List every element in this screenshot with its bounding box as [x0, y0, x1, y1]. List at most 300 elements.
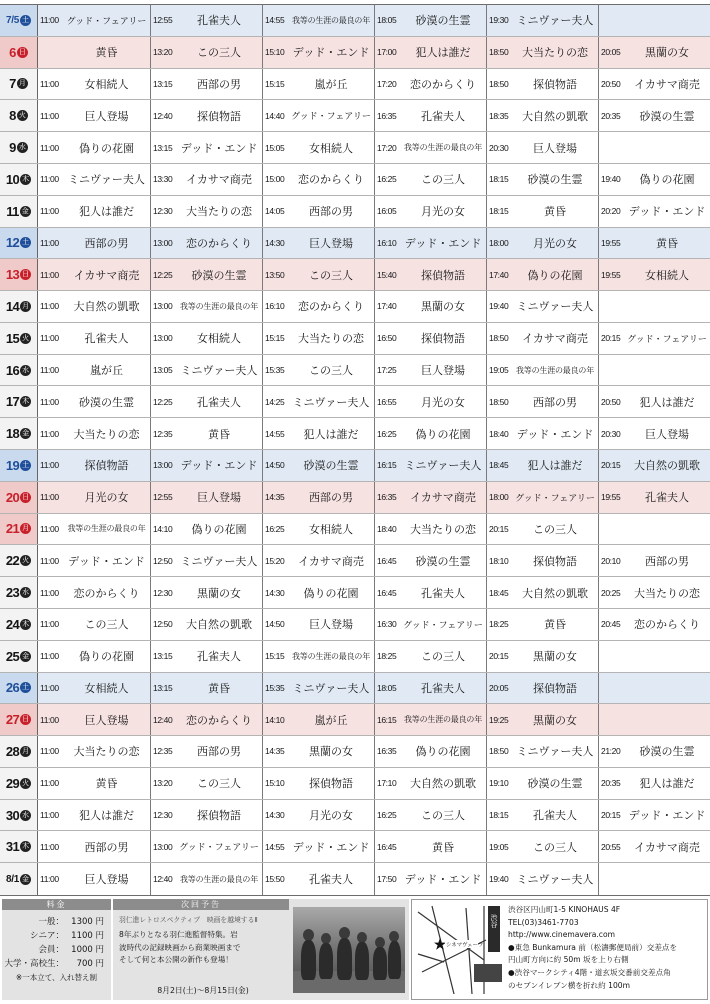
film-title: 黄昏 — [95, 777, 118, 791]
price-row — [2, 929, 111, 943]
screening-time: 14:35 — [265, 746, 285, 757]
schedule-row — [0, 704, 710, 736]
screening-slot — [262, 100, 374, 131]
film-title: 西部の男 — [84, 840, 129, 854]
film-title: イカサマ商売 — [634, 840, 700, 854]
screening-time: 16:25 — [377, 810, 397, 821]
screening-slot — [598, 831, 710, 862]
film-title: ミニヴァー夫人 — [292, 681, 370, 695]
screening-time: 12:55 — [153, 15, 173, 26]
screening-time: 11:00 — [40, 523, 59, 534]
film-title: 黒蘭の女 — [533, 713, 577, 727]
film-title: グッド・フェアリー — [66, 16, 147, 27]
screening-time: 11:00 — [40, 206, 59, 217]
screening-time: 15:15 — [265, 333, 285, 344]
screening-time: 11:00 — [40, 15, 59, 26]
screening-slot — [486, 5, 598, 36]
screening-time: 13:00 — [153, 460, 173, 471]
screening-time: 18:00 — [489, 492, 509, 503]
date-number: 28 — [5, 743, 20, 759]
film-title: グッド・フェアリー — [403, 620, 483, 631]
screening-slot — [374, 37, 486, 68]
date-cell — [0, 673, 38, 704]
film-title: 黒蘭の女 — [645, 46, 689, 60]
screening-time: 20:05 — [489, 682, 509, 693]
date-cell — [0, 100, 38, 131]
screening-slot — [486, 514, 598, 545]
schedule-row — [0, 100, 710, 132]
film-title: 孔雀夫人 — [197, 395, 241, 409]
day-of-week-badge: 水 — [22, 365, 30, 374]
screening-slot — [486, 704, 598, 735]
screening-slot — [374, 100, 486, 131]
screening-slot — [262, 228, 374, 259]
screening-slot — [150, 196, 262, 227]
film-title: 大自然の凱歌 — [73, 300, 140, 314]
screening-time: 11:00 — [40, 874, 59, 885]
film-title: 巨人登場 — [84, 713, 129, 727]
screening-time: 11:00 — [40, 460, 59, 471]
screening-slot — [38, 259, 150, 290]
description-line: 波時代の記録映画から商業映画まで — [119, 942, 241, 952]
screening-time: 21:20 — [601, 746, 621, 757]
film-title: 巨人登場 — [309, 236, 353, 250]
screening-time: 16:55 — [377, 396, 397, 407]
screening-time: 16:30 — [377, 619, 397, 630]
direction-line: 円山町方向に約 50m 坂を上り右側 — [508, 955, 629, 965]
film-title: 探偵物語 — [84, 459, 129, 473]
schedule-row — [0, 386, 710, 418]
film-title: 巨人登場 — [197, 491, 241, 505]
screening-time: 13:20 — [153, 47, 173, 58]
screening-slot — [150, 514, 262, 545]
screening-time: 12:30 — [153, 810, 173, 821]
screening-slot — [486, 386, 598, 417]
film-title: 我等の生涯の最良の年 — [404, 715, 482, 725]
screening-time: 15:35 — [265, 365, 285, 376]
date-cell — [0, 196, 38, 227]
date-cell — [0, 514, 38, 545]
film-title: 大当たりの恋 — [410, 522, 476, 536]
screening-time: 14:35 — [265, 492, 285, 503]
schedule-table — [0, 4, 710, 896]
day-of-week-badge: 木 — [22, 842, 30, 851]
date-number: 27 — [5, 712, 20, 728]
film-title: この三人 — [533, 840, 577, 854]
price-list — [2, 915, 111, 971]
schedule-row — [0, 831, 710, 863]
screening-slot — [374, 736, 486, 767]
screening-time: 11:00 — [40, 651, 59, 662]
schedule-row — [0, 736, 710, 768]
film-title: ミニヴァー夫人 — [516, 14, 594, 28]
screening-time: 12:40 — [153, 714, 173, 725]
screening-time: 11:00 — [40, 778, 59, 789]
film-title: 大自然の凱歌 — [522, 109, 588, 123]
film-title: 探偵物語 — [533, 554, 577, 568]
screening-time: 18:45 — [489, 587, 509, 598]
day-of-week-badge: 月 — [22, 746, 30, 755]
screening-time: 20:15 — [601, 460, 621, 471]
screening-slot — [150, 863, 262, 895]
film-title: 月光の女 — [309, 809, 353, 823]
screening-slot — [150, 609, 262, 640]
screening-time: 19:25 — [489, 714, 509, 725]
screening-slot — [486, 482, 598, 513]
price-row — [2, 943, 111, 957]
screening-time: 11:00 — [40, 396, 59, 407]
screening-slot — [262, 5, 374, 36]
film-title: 偽りの花園 — [639, 173, 695, 187]
screening-slot — [38, 514, 150, 545]
screening-time: 12:25 — [153, 396, 173, 407]
screening-slot — [150, 482, 262, 513]
price-row — [2, 957, 111, 971]
film-title: 孔雀夫人 — [645, 491, 689, 505]
film-title: 偽りの花園 — [303, 586, 359, 600]
screening-time: 16:10 — [265, 301, 285, 312]
screening-slot — [262, 736, 374, 767]
screening-time: 11:00 — [40, 301, 59, 312]
day-of-week-badge: 木 — [22, 174, 30, 183]
film-title: 月光の女 — [84, 491, 129, 505]
screening-time: 12:50 — [153, 619, 173, 630]
film-title: 我等の生涯の最良の年 — [404, 143, 482, 153]
screening-slot — [598, 259, 710, 290]
film-title: ミニヴァー夫人 — [180, 364, 258, 378]
screening-time: 18:50 — [489, 396, 509, 407]
screening-slot — [486, 736, 598, 767]
film-title: 孔雀夫人 — [197, 650, 241, 664]
screening-time: 18:35 — [489, 110, 509, 121]
screening-slot — [486, 69, 598, 100]
date-cell — [0, 831, 38, 862]
screening-time: 13:00 — [153, 237, 173, 248]
screening-time: 15:10 — [265, 778, 285, 789]
screening-slot — [38, 482, 150, 513]
screening-slot — [598, 545, 710, 576]
screening-time: 11:00 — [40, 492, 59, 503]
screening-time: 16:25 — [265, 523, 285, 534]
day-of-week-badge: 金 — [22, 874, 29, 883]
screening-slot — [150, 228, 262, 259]
film-title: 犯人は誰だ — [639, 777, 695, 791]
film-title: 探偵物語 — [197, 109, 241, 123]
film-title: 大自然の凱歌 — [186, 618, 252, 632]
film-title: イカサマ商売 — [522, 332, 588, 346]
screening-time: 19:40 — [601, 174, 621, 185]
screening-slot — [38, 196, 150, 227]
access-info — [508, 904, 706, 992]
screening-time: 13:00 — [153, 301, 173, 312]
film-title: イカサマ商売 — [73, 268, 140, 282]
screening-time: 20:25 — [601, 587, 621, 598]
screening-time: 16:45 — [377, 587, 397, 598]
date-number: 30 — [5, 807, 20, 823]
film-title: 西部の男 — [533, 395, 577, 409]
screening-slot — [150, 450, 262, 481]
date-number: 8 — [9, 108, 16, 124]
film-title: 偽りの花園 — [79, 141, 134, 155]
screening-time: 14:55 — [265, 428, 285, 439]
screening-slot — [374, 196, 486, 227]
screening-time: 11:00 — [40, 555, 59, 566]
screening-time: 20:35 — [601, 110, 621, 121]
screening-time: 11:00 — [40, 841, 59, 852]
screening-time: 18:50 — [489, 333, 509, 344]
screening-slot — [598, 5, 710, 36]
film-title: 砂漠の生霊 — [415, 14, 471, 28]
screening-slot — [486, 831, 598, 862]
screening-time: 14:50 — [265, 460, 285, 471]
screening-slot — [262, 291, 374, 322]
screening-time: 13:30 — [153, 174, 173, 185]
screening-slot — [486, 800, 598, 831]
date-number: 9 — [9, 140, 16, 156]
day-of-week-badge: 日 — [22, 715, 30, 724]
screening-time: 18:50 — [489, 746, 509, 757]
film-title: この三人 — [309, 364, 353, 378]
schedule-row — [0, 482, 710, 514]
screening-slot — [150, 69, 262, 100]
screening-slot — [486, 355, 598, 386]
screening-slot — [150, 545, 262, 576]
day-of-week-badge: 金 — [22, 651, 30, 660]
screening-slot — [262, 577, 374, 608]
screening-time: 19:05 — [489, 841, 509, 852]
film-title: 大当たりの恋 — [186, 205, 252, 219]
screening-slot — [374, 69, 486, 100]
date-number: 18 — [5, 426, 20, 442]
day-of-week-badge: 水 — [18, 143, 26, 152]
screening-slot — [598, 800, 710, 831]
access-box — [411, 899, 708, 1000]
screening-slot — [486, 291, 598, 322]
screening-slot — [38, 5, 150, 36]
date-number: 8/1 — [5, 873, 19, 885]
screening-slot — [598, 196, 710, 227]
film-title: デッド・エンド — [516, 427, 594, 441]
screening-slot — [150, 259, 262, 290]
screening-slot — [150, 641, 262, 672]
film-title: 犯人は誰だ — [79, 809, 134, 823]
film-title: 巨人登場 — [533, 141, 577, 155]
screening-slot — [150, 386, 262, 417]
film-title: デッド・エンド — [404, 236, 482, 250]
date-cell — [0, 323, 38, 354]
screening-time: 15:20 — [265, 555, 285, 566]
day-of-week-badge: 月 — [22, 301, 30, 310]
film-title: 探偵物語 — [197, 809, 241, 823]
screening-time: 14:30 — [265, 810, 285, 821]
schedule-row — [0, 132, 710, 164]
screening-slot — [38, 704, 150, 735]
film-title: 恋のからくり — [186, 236, 252, 250]
screening-slot — [150, 5, 262, 36]
date-number: 14 — [5, 298, 20, 314]
screening-slot — [374, 514, 486, 545]
screening-slot — [262, 164, 374, 195]
screening-time: 16:15 — [377, 460, 397, 471]
screening-time: 11:00 — [40, 714, 59, 725]
film-title: 巨人登場 — [421, 364, 465, 378]
film-title: 月光の女 — [533, 236, 577, 250]
screening-time: 18:15 — [489, 174, 509, 185]
screening-time: 13:05 — [153, 365, 173, 376]
screening-slot — [38, 355, 150, 386]
film-title: デッド・エンド — [292, 46, 370, 60]
film-title: 嵐が丘 — [90, 364, 123, 378]
date-number: 19 — [5, 457, 20, 473]
screening-time: 16:25 — [377, 428, 397, 439]
screening-time: 11:00 — [40, 78, 59, 89]
day-of-week-badge: 水 — [22, 588, 30, 597]
next-program-header: 次回予告 — [113, 899, 289, 910]
screening-slot — [150, 323, 262, 354]
screening-time: 18:45 — [489, 460, 509, 471]
screening-time: 15:40 — [377, 269, 397, 280]
screening-slot — [374, 863, 486, 895]
film-title: 大当たりの恋 — [298, 332, 364, 346]
screening-slot — [374, 291, 486, 322]
screening-slot — [374, 132, 486, 163]
screening-slot — [150, 704, 262, 735]
day-of-week-badge: 月 — [18, 79, 26, 88]
film-title: 巨人登場 — [309, 618, 353, 632]
date-number: 13 — [5, 267, 20, 283]
date-number: 21 — [5, 521, 20, 537]
screening-slot — [262, 355, 374, 386]
screening-time: 11:00 — [40, 142, 59, 153]
screening-slot — [374, 768, 486, 799]
date-cell — [0, 69, 38, 100]
screening-slot — [262, 450, 374, 481]
date-number: 25 — [5, 648, 20, 664]
screening-time: 14:10 — [153, 523, 173, 534]
direction-line: ●渋谷マークシティ4階・道玄坂交番前交差点角 — [508, 967, 671, 977]
price-value: 1300 円 — [71, 917, 104, 927]
screening-slot — [598, 450, 710, 481]
schedule-row — [0, 69, 710, 101]
screening-time: 20:50 — [601, 396, 621, 407]
day-of-week-badge: 土 — [22, 460, 30, 469]
day-of-week-badge: 火 — [22, 333, 30, 342]
day-of-week-badge: 日 — [22, 492, 30, 501]
film-title: 嵐が丘 — [314, 77, 348, 91]
screening-time: 12:40 — [153, 874, 173, 885]
film-title: 砂漠の生霊 — [527, 777, 583, 791]
screening-slot — [38, 863, 150, 895]
screening-slot — [150, 418, 262, 449]
screening-slot — [598, 37, 710, 68]
screening-time: 15:05 — [265, 142, 285, 153]
screening-slot — [374, 323, 486, 354]
access-map — [414, 902, 506, 997]
screening-time: 19:40 — [489, 301, 509, 312]
date-cell — [0, 418, 38, 449]
schedule-row — [0, 514, 710, 546]
screening-slot — [262, 482, 374, 513]
screening-time: 14:25 — [265, 396, 285, 407]
film-title: 巨人登場 — [84, 873, 129, 887]
screening-slot — [262, 386, 374, 417]
screening-time: 12:40 — [153, 110, 173, 121]
date-cell — [0, 736, 38, 767]
screening-time: 20:15 — [601, 333, 621, 344]
film-title: 黒蘭の女 — [533, 650, 577, 664]
screening-slot — [262, 641, 374, 672]
screening-time: 20:30 — [601, 428, 621, 439]
screening-slot — [150, 164, 262, 195]
film-title: 大当たりの恋 — [73, 427, 140, 441]
film-title: 犯人は誰だ — [527, 459, 583, 473]
price-label: 一般： — [38, 917, 64, 927]
date-number: 15 — [5, 330, 20, 346]
screening-time: 16:05 — [377, 206, 397, 217]
screening-time: 15:35 — [265, 682, 285, 693]
date-number: 31 — [5, 839, 20, 855]
film-title: 恋のからくり — [73, 586, 140, 600]
description-line: そして何と本公開の新作も登場！ — [119, 955, 233, 964]
date-cell — [0, 228, 38, 259]
screening-time: 11:00 — [40, 237, 59, 248]
date-number: 29 — [5, 775, 20, 791]
film-title: 西部の男 — [309, 205, 353, 219]
screening-slot — [374, 450, 486, 481]
date-cell — [0, 482, 38, 513]
screening-slot — [150, 800, 262, 831]
screening-time: 16:45 — [377, 841, 397, 852]
film-title: 我等の生涯の最良の年 — [180, 301, 258, 311]
screening-time: 13:15 — [153, 142, 173, 153]
screening-slot — [262, 768, 374, 799]
screening-time: 17:10 — [377, 778, 397, 789]
screening-time: 14:10 — [265, 714, 285, 725]
theater-label: シネマヴェーラ — [446, 942, 484, 949]
screening-slot — [598, 514, 710, 545]
screening-time: 11:00 — [40, 810, 59, 821]
screening-slot — [486, 259, 598, 290]
screening-time: 15:15 — [265, 651, 285, 662]
film-title: 大自然の凱歌 — [634, 459, 700, 473]
screening-time: 11:00 — [40, 619, 59, 630]
screening-slot — [598, 736, 710, 767]
screening-slot — [598, 355, 710, 386]
screening-slot — [262, 418, 374, 449]
description-line: 8年ぶりとなる羽仁進監督特集。岩 — [119, 930, 238, 939]
screening-time: 17:50 — [377, 874, 397, 885]
children-photo — [293, 907, 405, 993]
date-number: 20 — [5, 489, 20, 505]
schedule-row — [0, 863, 710, 895]
screening-time: 19:40 — [489, 874, 509, 885]
film-title: ミニヴァー夫人 — [516, 300, 594, 314]
screening-slot — [38, 323, 150, 354]
film-title: 犯人は誰だ — [303, 427, 359, 441]
film-title: 大当たりの恋 — [634, 586, 700, 600]
schedule-row — [0, 164, 710, 196]
screening-slot — [598, 100, 710, 131]
screening-time: 18:10 — [489, 555, 509, 566]
film-title: 大自然の凱歌 — [522, 586, 588, 600]
schedule-row — [0, 418, 710, 450]
screening-slot — [38, 673, 150, 704]
film-title: 女相続人 — [309, 141, 353, 155]
schedule-row — [0, 768, 710, 800]
film-title: デッド・エンド — [292, 840, 370, 854]
film-title: 犯人は誰だ — [415, 46, 471, 60]
screening-time: 19:55 — [601, 492, 621, 503]
